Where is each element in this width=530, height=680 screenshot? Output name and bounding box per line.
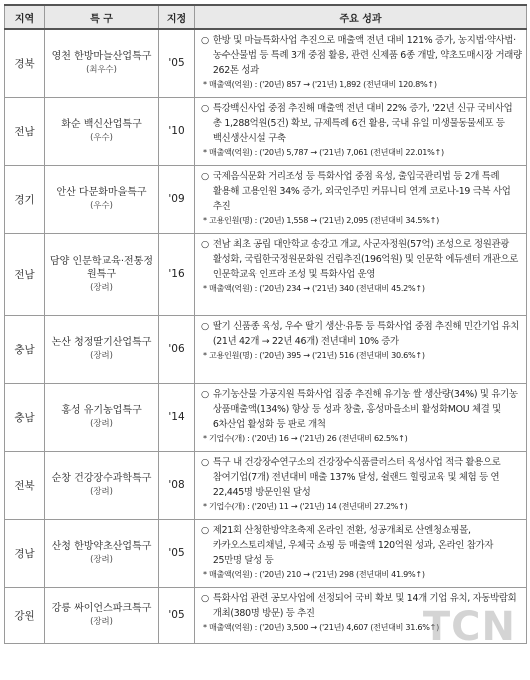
district-cell [45, 315, 159, 383]
table-row [5, 315, 527, 383]
bullet-mark: ○ [201, 102, 209, 114]
district-name: 담양 인문학교육·전통정원특구 [50, 255, 153, 280]
award-grade: (장려) [90, 418, 113, 428]
results-cell [195, 519, 527, 587]
district-cell [45, 587, 159, 643]
results-cell [195, 383, 527, 451]
designated-year: '05 [159, 587, 195, 643]
table-row [5, 97, 527, 165]
district-cell [45, 29, 159, 97]
results-cell [195, 315, 527, 383]
region-cell: 충남 [5, 383, 45, 451]
result-text: 전남 최초 공립 대안학교 송강고 개교, 사군자정원(57억) 조성으로 정원관광 활성화, 국립한국정원문화원 건립추진(196억원) 및 인문학 에듀센터 개관으로 인문학교육 인프라 조성 및 특화사업 운영 [212, 238, 519, 280]
region-cell: 충남 [5, 315, 45, 383]
bullet-mark: ○ [201, 524, 209, 536]
region-cell: 경기 [5, 165, 45, 233]
header-designated: 지정 [159, 5, 195, 29]
result-note: * 고용인원(명) : ('20년) 1,558 → ('21년) 2,095 (전년대비 34.5%↑) [203, 214, 439, 225]
header-results: 주요 성과 [195, 5, 527, 29]
result-text: 특강백신사업 중점 추진해 매출액 전년 대비 22% 증가, '22년 신규 국비사업 총 1,288억원(5건) 확보, 규제특례 6건 활용, 국내 유일 미생물동물세포 등 백신생산시설 구축 [212, 102, 513, 144]
award-grade: (장려) [90, 281, 113, 292]
results-cell [195, 233, 527, 315]
district-name: 영천 한방마늘산업특구 [51, 51, 152, 63]
district-name: 논산 청정딸기산업특구 [51, 337, 152, 348]
district-name: 홍성 유기농업특구 [61, 405, 142, 416]
designated-year: '10 [159, 97, 195, 165]
result-bullet [201, 523, 522, 568]
table-row [5, 383, 527, 451]
region-cell: 전북 [5, 451, 45, 519]
award-grade: (장려) [90, 486, 113, 496]
results-cell [195, 97, 527, 165]
district-name: 산청 한방약초산업특구 [51, 541, 152, 552]
result-note: * 매출액(억원) : ('20년) 234 → ('21년) 340 (전년대비 45.2%↑) [203, 282, 425, 293]
designated-year: '14 [159, 383, 195, 451]
district-cell [45, 233, 159, 315]
results-cell [195, 29, 527, 97]
table-row [5, 519, 527, 587]
results-cell [195, 451, 527, 519]
result-note: * 기업수(개) : ('20년) 16 → ('21년) 26 (전년대비 62.5%↑) [203, 432, 408, 443]
district-cell [45, 383, 159, 451]
designated-year: '05 [159, 29, 195, 97]
region-cell: 전남 [5, 233, 45, 315]
bullet-mark: ○ [201, 170, 209, 182]
bullet-mark: ○ [201, 592, 209, 604]
district-cell [45, 451, 159, 519]
table-row [5, 233, 527, 315]
region-cell: 경남 [5, 519, 45, 587]
designated-year: '09 [159, 165, 195, 233]
district-name: 순창 건강장수과학특구 [51, 473, 152, 484]
result-text: 제21회 산청한방약초축제 온라인 전환, 성공개최로 산엔청쇼핑몰, 카카오스토리채널, 우체국 쇼핑 등 매출액 120억원 성과, 온라인 참가자 25만명 달성 등 [212, 524, 494, 566]
result-text: 한방 및 마늘특화사업 추진으로 매출액 전년 대비 121% 증가, 농지법·약사법·농수산물법 등 특례 3개 중점 활용, 관련 신제품 6종 개발, 약초도매시장 거래량 262톤 성과 [212, 35, 522, 76]
designated-year: '08 [159, 451, 195, 519]
result-text: 특화사업 관련 공모사업에 선정되어 국비 확보 및 14개 기업 유치, 자동박람회 개최(380명 방문) 등 추진 [212, 592, 517, 619]
result-note: * 매출액(억원) : ('20년) 3,500 → ('21년) 4,607 (전년대비 31.6%↑) [203, 621, 439, 632]
special-zone-table [4, 4, 527, 644]
award-grade: (우수) [90, 132, 113, 142]
award-grade: (우수) [90, 200, 113, 210]
table-row [5, 29, 527, 97]
result-text: 딸기 신품종 육성, 우수 딸기 생산·유통 등 특화사업 중점 추진해 민간기업 유치(21년 42개 → 22년 46개) 전년대비 10% 증가 [212, 320, 520, 347]
award-grade: (장려) [90, 350, 113, 360]
award-grade: (최우수) [86, 64, 117, 75]
result-bullet [201, 319, 522, 349]
result-text: 국제음식문화 거리조성 등 특화사업 중점 육성, 출입국관리법 등 2개 특례 활용해 고용인원 34% 증가, 외국인주민 커뮤니티 연계 코로나-19 극복 사업 추진 [212, 170, 511, 212]
award-grade: (장려) [90, 554, 113, 564]
bullet-mark: ○ [201, 238, 209, 250]
header-district: 특 구 [45, 5, 159, 29]
result-text: 유기농산물 가공지원 특화사업 집중 추진해 유기농 쌀 생산량(34%) 및 유기농 상품매출액(134%) 향상 등 성과 창출, 홍성마을소비 활성화MOU 체결 및 6차산업 활성화 등 판로 개척 [212, 388, 518, 430]
header-region: 지역 [5, 5, 45, 29]
district-cell [45, 519, 159, 587]
table-row [5, 451, 527, 519]
result-note: * 매출액(억원) : ('20년) 210 → ('21년) 298 (전년대비 41.9%↑) [203, 568, 425, 579]
region-cell: 경북 [5, 29, 45, 97]
district-name: 안산 다문화마을특구 [56, 187, 147, 198]
designated-year: '05 [159, 519, 195, 587]
designated-year: '16 [159, 233, 195, 315]
result-note: * 매출액(억원) : ('20년) 5,787 → ('21년) 7,061 (전년대비 22.01%↑) [203, 146, 444, 157]
award-grade: (장려) [90, 616, 113, 626]
district-name: 화순 백신산업특구 [61, 119, 142, 130]
result-bullet [201, 101, 522, 146]
result-note: * 고용인원(명) : ('20년) 395 → ('21년) 516 (전년대비 30.6%↑) [203, 349, 425, 360]
bullet-mark: ○ [201, 35, 209, 46]
result-note: * 매출액(억원) : ('20년) 857 → ('21년) 1,892 (전년대비 120.8%↑) [203, 79, 437, 89]
result-bullet [201, 455, 522, 500]
district-name: 강릉 싸이언스파크특구 [51, 603, 152, 614]
result-bullet [201, 237, 522, 282]
region-cell: 전남 [5, 97, 45, 165]
result-text: 특구 내 건강장수연구소의 건강장수식품클러스터 육성사업 적극 활용으로 참여기업(7개) 전년대비 매출 137% 달성, 쉴랜드 힐링교육 및 체험 등 연 22,445명 방문인원 달성 [212, 456, 501, 498]
result-bullet [201, 33, 522, 78]
designated-year: '06 [159, 315, 195, 383]
watermark-logo: TCN [422, 604, 516, 650]
result-bullet [201, 169, 522, 214]
table-header-row [5, 5, 527, 29]
table-row [5, 165, 527, 233]
result-bullet [201, 387, 522, 432]
bullet-mark: ○ [201, 320, 209, 332]
bullet-mark: ○ [201, 388, 209, 400]
bullet-mark: ○ [201, 456, 209, 468]
district-cell [45, 97, 159, 165]
region-cell: 강원 [5, 587, 45, 643]
result-note: * 기업수(개) : ('20년) 11 → ('21년) 14 (전년대비 27.2%↑) [203, 500, 408, 511]
district-cell [45, 165, 159, 233]
results-cell [195, 165, 527, 233]
